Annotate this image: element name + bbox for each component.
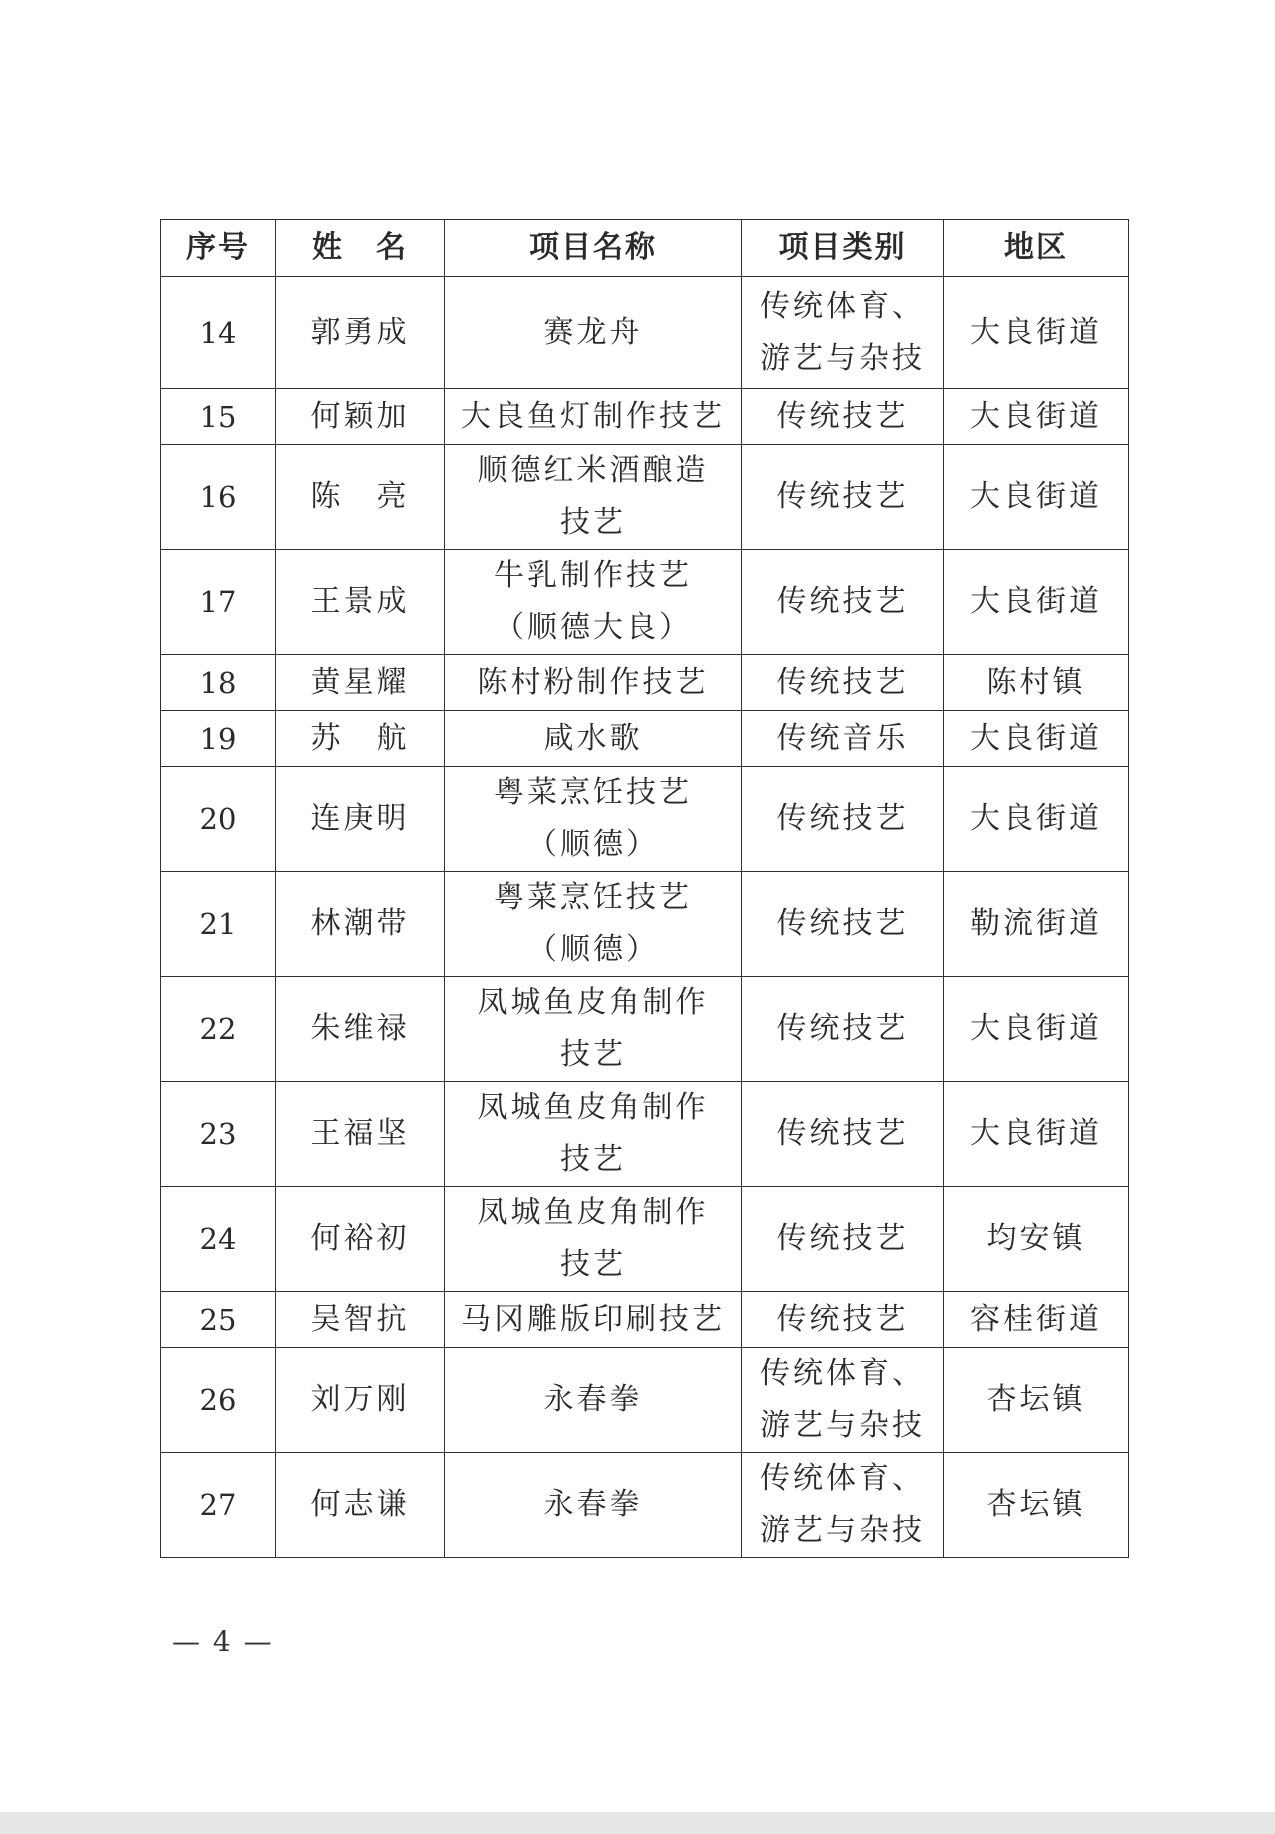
cell-category	[742, 277, 944, 389]
cell-index: 20	[161, 767, 276, 872]
cell-project-line: 大良鱼灯制作技艺	[461, 398, 725, 434]
cell-category	[742, 389, 944, 445]
table-row	[161, 1082, 1129, 1187]
inheritor-table	[160, 219, 1129, 1558]
cell-project-line: 牛乳制作技艺	[494, 558, 692, 593]
viewer-bottom-bar	[0, 1812, 1275, 1834]
cell-category-line: 传统技艺	[776, 398, 909, 434]
cell-project-line: 凤城鱼皮角制作	[477, 1090, 709, 1125]
cell-category-line: 传统音乐	[776, 720, 909, 756]
table-row	[161, 767, 1129, 872]
cell-category-line: 传统技艺	[776, 1221, 909, 1256]
cell-name: 王福坚	[276, 1082, 445, 1187]
cell-project-line: 技艺	[560, 1142, 626, 1177]
cell-project	[445, 277, 742, 389]
cell-index: 17	[161, 550, 276, 655]
cell-region: 大良街道	[944, 767, 1129, 872]
cell-region: 大良街道	[944, 389, 1129, 445]
cell-project-line: （顺德）	[527, 932, 659, 967]
header-index: 序号	[161, 220, 276, 277]
cell-name: 朱维禄	[276, 977, 445, 1082]
cell-name: 林潮带	[276, 872, 445, 977]
cell-region: 勒流街道	[944, 872, 1129, 977]
table-header-row	[161, 220, 1129, 277]
header-category: 项目类别	[742, 220, 944, 277]
cell-project	[445, 767, 742, 872]
header-region: 地区	[944, 220, 1129, 277]
table-row	[161, 872, 1129, 977]
cell-region: 均安镇	[944, 1187, 1129, 1292]
cell-name: 连庚明	[276, 767, 445, 872]
cell-project-line: 粤菜烹饪技艺	[494, 775, 692, 810]
table-row	[161, 445, 1129, 550]
cell-project	[445, 1082, 742, 1187]
cell-project	[445, 655, 742, 711]
cell-name: 何志谦	[276, 1453, 445, 1558]
cell-project-line: 技艺	[560, 505, 626, 540]
cell-index: 25	[161, 1292, 276, 1348]
page-number: — 4 —	[172, 1625, 274, 1658]
table-body	[161, 277, 1129, 1558]
cell-region: 大良街道	[944, 1082, 1129, 1187]
table-row	[161, 1292, 1129, 1348]
table-row	[161, 550, 1129, 655]
cell-index: 19	[161, 711, 276, 767]
cell-name: 郭勇成	[276, 277, 445, 389]
cell-category	[742, 1453, 944, 1558]
table-row	[161, 1453, 1129, 1558]
cell-project	[445, 1187, 742, 1292]
cell-category-line: 传统技艺	[776, 906, 909, 941]
cell-name: 黄星耀	[276, 655, 445, 711]
cell-project-line: 永春拳	[543, 1382, 643, 1417]
cell-project-line: 咸水歌	[543, 720, 643, 756]
cell-region: 陈村镇	[944, 655, 1129, 711]
cell-region: 大良街道	[944, 711, 1129, 767]
cell-category-line: 传统技艺	[776, 584, 909, 619]
cell-category	[742, 711, 944, 767]
cell-category	[742, 550, 944, 655]
cell-name: 苏 航	[276, 711, 445, 767]
header-project: 项目名称	[445, 220, 742, 277]
cell-name: 陈 亮	[276, 445, 445, 550]
cell-category-line: 传统体育、	[760, 288, 925, 324]
cell-index: 21	[161, 872, 276, 977]
cell-project-line: 凤城鱼皮角制作	[477, 1195, 709, 1230]
cell-category-line: 传统技艺	[776, 664, 909, 700]
table-row	[161, 277, 1129, 389]
cell-index: 15	[161, 389, 276, 445]
cell-project-line: 马冈雕版印刷技艺	[461, 1301, 725, 1337]
cell-category	[742, 872, 944, 977]
cell-category	[742, 445, 944, 550]
cell-project-line: 粤菜烹饪技艺	[494, 880, 692, 915]
cell-category-line: 传统技艺	[776, 1301, 909, 1337]
cell-project	[445, 872, 742, 977]
cell-category	[742, 655, 944, 711]
cell-name: 吴智抗	[276, 1292, 445, 1348]
table-row	[161, 389, 1129, 445]
cell-project	[445, 1292, 742, 1348]
cell-project-line: 凤城鱼皮角制作	[477, 985, 709, 1020]
cell-index: 27	[161, 1453, 276, 1558]
cell-index: 26	[161, 1348, 276, 1453]
table-row	[161, 977, 1129, 1082]
cell-category	[742, 1348, 944, 1453]
cell-category	[742, 767, 944, 872]
cell-project-line: 赛龙舟	[543, 314, 643, 350]
cell-category-line: 传统技艺	[776, 479, 909, 514]
cell-category-line: 游艺与杂技	[760, 1408, 925, 1443]
table-row	[161, 711, 1129, 767]
cell-project-line: 技艺	[560, 1037, 626, 1072]
cell-region: 容桂街道	[944, 1292, 1129, 1348]
table-row	[161, 1187, 1129, 1292]
cell-category	[742, 1187, 944, 1292]
cell-category-line: 传统技艺	[776, 1011, 909, 1046]
cell-index: 22	[161, 977, 276, 1082]
cell-index: 23	[161, 1082, 276, 1187]
cell-name: 王景成	[276, 550, 445, 655]
cell-project	[445, 550, 742, 655]
cell-region: 杏坛镇	[944, 1348, 1129, 1453]
table-row	[161, 655, 1129, 711]
cell-name: 何颖加	[276, 389, 445, 445]
cell-region: 大良街道	[944, 277, 1129, 389]
cell-project-line: （顺德大良）	[494, 610, 692, 645]
cell-region: 杏坛镇	[944, 1453, 1129, 1558]
cell-category-line: 游艺与杂技	[760, 1513, 925, 1548]
cell-project	[445, 977, 742, 1082]
cell-project	[445, 1348, 742, 1453]
cell-project	[445, 445, 742, 550]
cell-region: 大良街道	[944, 977, 1129, 1082]
cell-project-line: 永春拳	[543, 1487, 643, 1522]
cell-project-line: 陈村粉制作技艺	[477, 664, 709, 700]
cell-category	[742, 977, 944, 1082]
cell-name: 何裕初	[276, 1187, 445, 1292]
cell-name: 刘万刚	[276, 1348, 445, 1453]
cell-project-line: （顺德）	[527, 827, 659, 862]
cell-category-line: 游艺与杂技	[760, 340, 925, 376]
cell-project-line: 顺德红米酒酿造	[477, 453, 709, 488]
cell-project	[445, 1453, 742, 1558]
cell-project-line: 技艺	[560, 1247, 626, 1282]
cell-index: 24	[161, 1187, 276, 1292]
cell-region: 大良街道	[944, 550, 1129, 655]
cell-category	[742, 1082, 944, 1187]
cell-category-line: 传统技艺	[776, 801, 909, 836]
cell-index: 14	[161, 277, 276, 389]
cell-category	[742, 1292, 944, 1348]
cell-category-line: 传统体育、	[760, 1461, 925, 1496]
cell-index: 16	[161, 445, 276, 550]
table-row	[161, 1348, 1129, 1453]
cell-category-line: 传统技艺	[776, 1116, 909, 1151]
cell-index: 18	[161, 655, 276, 711]
cell-project	[445, 711, 742, 767]
cell-category-line: 传统体育、	[760, 1356, 925, 1391]
cell-region: 大良街道	[944, 445, 1129, 550]
header-name: 姓 名	[276, 220, 445, 277]
cell-project	[445, 389, 742, 445]
